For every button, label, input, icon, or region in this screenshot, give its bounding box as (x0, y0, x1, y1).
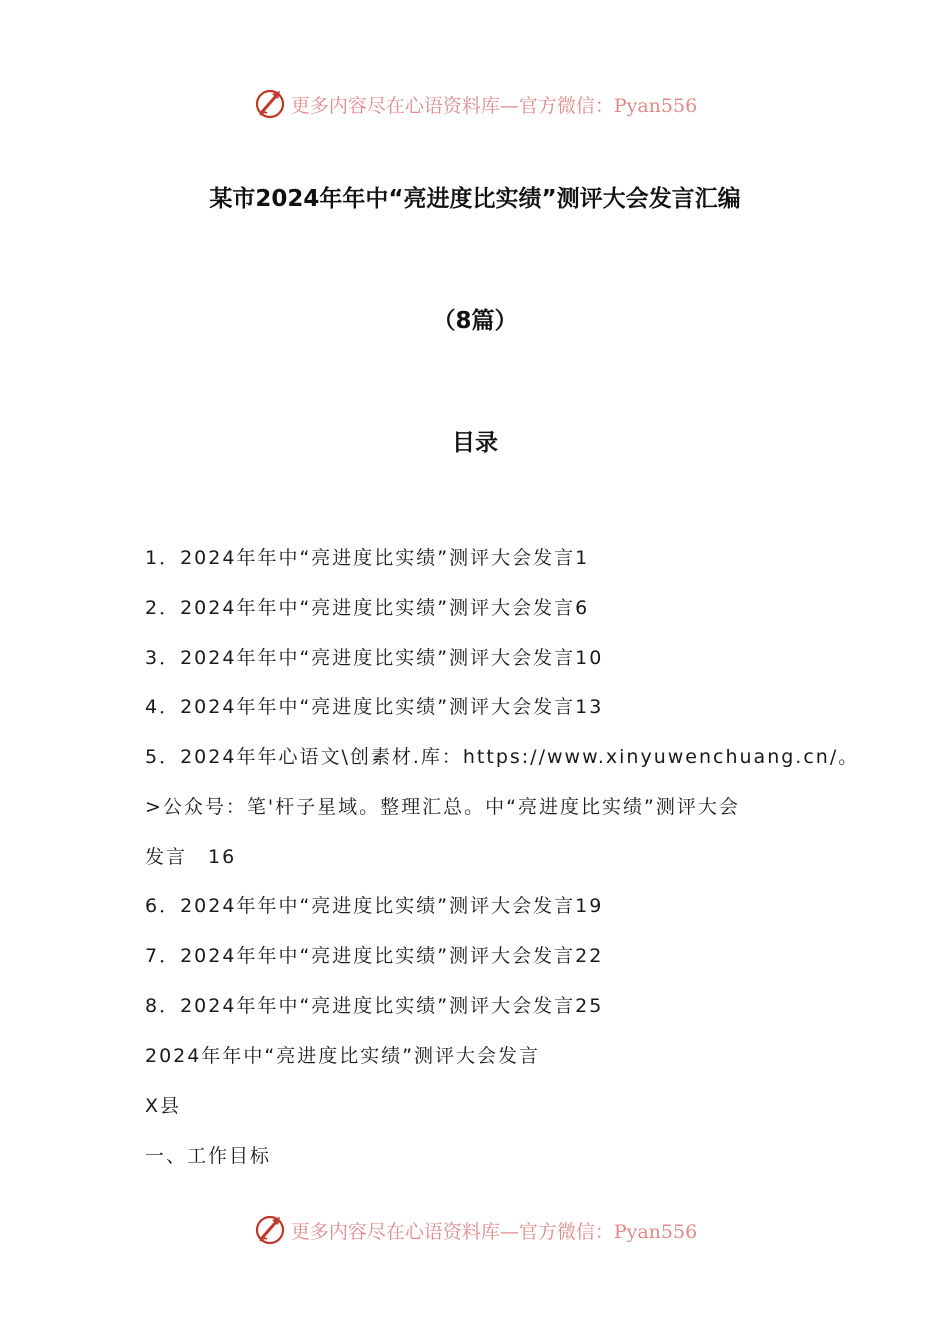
header-watermark (0, 84, 950, 124)
body-section-heading: 一、工作目标 (145, 1145, 272, 1167)
body-county: X县 (145, 1095, 182, 1117)
document-title: 某市2024年年中“亮进度比实绩”测评大会发言汇编 (209, 186, 741, 212)
toc-item-8[interactable]: 8．2024年年中“亮进度比实绩”测评大会发言25 (145, 995, 604, 1017)
toc-item-4[interactable]: 4．2024年年中“亮进度比实绩”测评大会发言13 (145, 696, 604, 718)
toc-heading: 目录 (452, 430, 498, 456)
body-heading: 2024年年中“亮进度比实绩”测评大会发言 (145, 1045, 541, 1067)
watermark-text: 更多内容尽在心语资料库—官方微信：Pyan556 (290, 94, 698, 117)
toc-item-7[interactable]: 7．2024年年中“亮进度比实绩”测评大会发言22 (145, 945, 604, 967)
toc-item-3[interactable]: 3．2024年年中“亮进度比实绩”测评大会发言10 (145, 647, 604, 669)
footer-watermark (0, 1210, 950, 1250)
document-count: （8篇） (432, 308, 518, 334)
toc-item-5-page[interactable]: 发言 16 (145, 846, 237, 868)
toc-item-2[interactable]: 2．2024年年中“亮进度比实绩”测评大会发言6 (145, 597, 590, 619)
watermark-text: 更多内容尽在心语资料库—官方微信：Pyan556 (290, 1220, 698, 1243)
pen-logo-icon (253, 1213, 287, 1247)
pen-logo-icon (253, 87, 287, 121)
toc-item-1[interactable]: 1．2024年年中“亮进度比实绩”测评大会发言1 (145, 547, 590, 569)
toc-item-6[interactable]: 6．2024年年中“亮进度比实绩”测评大会发言19 (145, 895, 604, 917)
toc-item-5-cont[interactable]: >公众号：笔'杆子星域。整理汇总。中“亮进度比实绩”测评大会 (145, 796, 740, 818)
toc-item-5[interactable]: 5．2024年年心语文\创素材.库：https://www.xinyuwenchuang.cn/。 (145, 746, 860, 768)
